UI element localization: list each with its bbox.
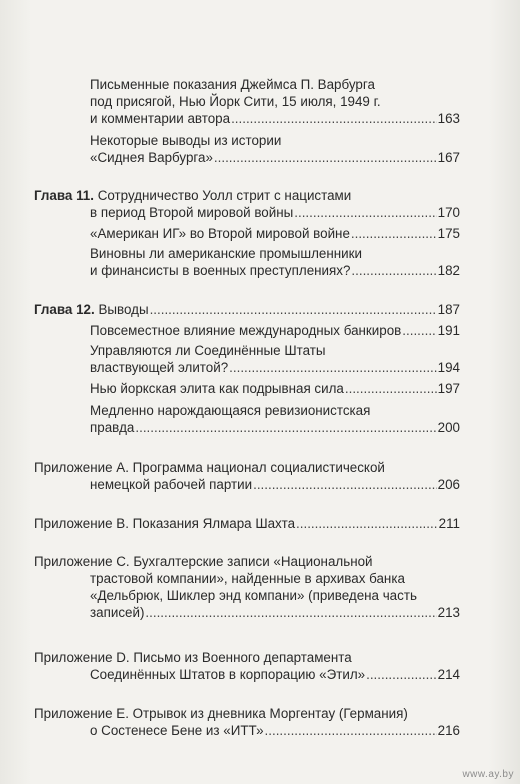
toc-entry-text: под присягой, Нью Йорк Сити, 15 июля, 1949 г. (90, 94, 381, 109)
toc-entry-text: Виновны ли американские промышленники (90, 246, 362, 261)
toc-entry-text: Управляются ли Соединённые Штаты (90, 343, 326, 358)
leader-dots (366, 666, 437, 683)
leader-dots (351, 225, 437, 242)
page-number: 213 (437, 605, 460, 620)
toc-entry[interactable] (90, 380, 460, 397)
toc-entry[interactable] (90, 342, 460, 376)
leader-dots (253, 476, 437, 493)
page-number: 194 (437, 360, 460, 375)
leader-dots (214, 149, 437, 166)
watermark: www.ay.by (462, 769, 514, 780)
leader-dots (345, 380, 437, 397)
leader-dots (229, 359, 437, 376)
page-number: 191 (437, 323, 460, 338)
appendix-entry[interactable] (34, 515, 460, 532)
toc-entry-text: Выводы (98, 302, 149, 317)
leader-dots (231, 110, 437, 127)
toc-entry[interactable] (90, 132, 460, 166)
toc-entry[interactable] (90, 322, 460, 339)
toc-entry-text: правда (90, 420, 135, 435)
appendix-entry[interactable] (34, 649, 460, 683)
page-number: 182 (437, 263, 460, 278)
appendix-entry[interactable] (34, 705, 460, 739)
leader-dots (145, 604, 436, 621)
toc-entry-text: в период Второй мировой войны (90, 205, 294, 220)
leader-dots (150, 301, 437, 318)
toc-entry-text: Письменные показания Джеймса П. Варбурга (90, 77, 375, 92)
toc-entry-text: Приложение B. Показания Ялмара Шахта (34, 516, 296, 531)
leader-dots (351, 262, 436, 279)
appendix-entry[interactable] (34, 459, 460, 493)
toc-entry-text: немецкой рабочей партии (90, 477, 253, 492)
chapter-entry[interactable] (34, 301, 460, 318)
toc-entry-text: Медленно нарождающаяся ревизионистская (90, 403, 371, 418)
page-number: 163 (437, 111, 460, 126)
toc-entry-text: Повсеместное влияние международных банкиров (90, 323, 402, 338)
page-number: 200 (437, 420, 460, 435)
toc-entry-text: о Состенесе Бене из «ИТТ» (90, 723, 264, 738)
toc-entry-text: «Дельбрюк, Шиклер энд компани» (приведена часть (90, 588, 417, 603)
page-number: 167 (437, 150, 460, 165)
toc-entry-text: Сотрудничество Уолл стрит с нацистами (97, 188, 352, 203)
toc-entry-text: властвующей элитой? (90, 360, 229, 375)
appendix-entry[interactable] (34, 553, 460, 621)
page-number: 197 (437, 381, 460, 396)
leader-dots (296, 515, 438, 532)
toc-entry-text: Приложение D. Письмо из Военного департамента (34, 650, 352, 665)
toc-entry[interactable] (90, 76, 460, 127)
toc-entry-text: и комментарии автора (90, 111, 231, 126)
leader-dots (402, 322, 436, 339)
page-number: 216 (437, 723, 460, 738)
toc-entry[interactable] (90, 225, 460, 242)
page-number: 187 (437, 302, 460, 317)
toc-entry-text: «Американ ИГ» во Второй мировой войне (90, 226, 350, 241)
toc-entry-text: записей) (90, 605, 145, 620)
page-number: 211 (438, 516, 460, 531)
leader-dots (294, 204, 436, 221)
toc-entry-text: Нью йоркская элита как подрывная сила (90, 381, 344, 396)
leader-dots (265, 722, 437, 739)
toc-entry-text: трастовой компании», найденные в архивах банка (90, 571, 405, 586)
toc-entry-text: Приложение C. Бухгалтерские записи «Национальной (34, 554, 373, 569)
toc-entry-text: Соединённых Штатов в корпорацию «Этил» (90, 667, 366, 682)
page-number: 175 (437, 226, 460, 241)
page-number: 206 (437, 477, 460, 492)
page-number: 214 (437, 667, 460, 682)
toc-entry-text: и финансисты в военных преступлениях? (90, 263, 351, 278)
toc-entry-text: Приложение A. Программа национал социалистической (34, 460, 385, 475)
toc-entry-text: Приложение E. Отрывок из дневника Моргентау (Германия) (34, 706, 408, 721)
toc-entry-text: «Сиднея Варбурга» (90, 150, 213, 165)
chapter-number: Глава 12. (34, 302, 95, 317)
toc-entry-text: Некоторые выводы из истории (90, 133, 282, 148)
toc-entry[interactable] (90, 402, 460, 436)
chapter-number: Глава 11. (34, 188, 94, 203)
chapter-entry[interactable] (34, 187, 460, 221)
page-number: 170 (437, 205, 460, 220)
toc-entry[interactable] (90, 245, 460, 279)
leader-dots (135, 419, 436, 436)
